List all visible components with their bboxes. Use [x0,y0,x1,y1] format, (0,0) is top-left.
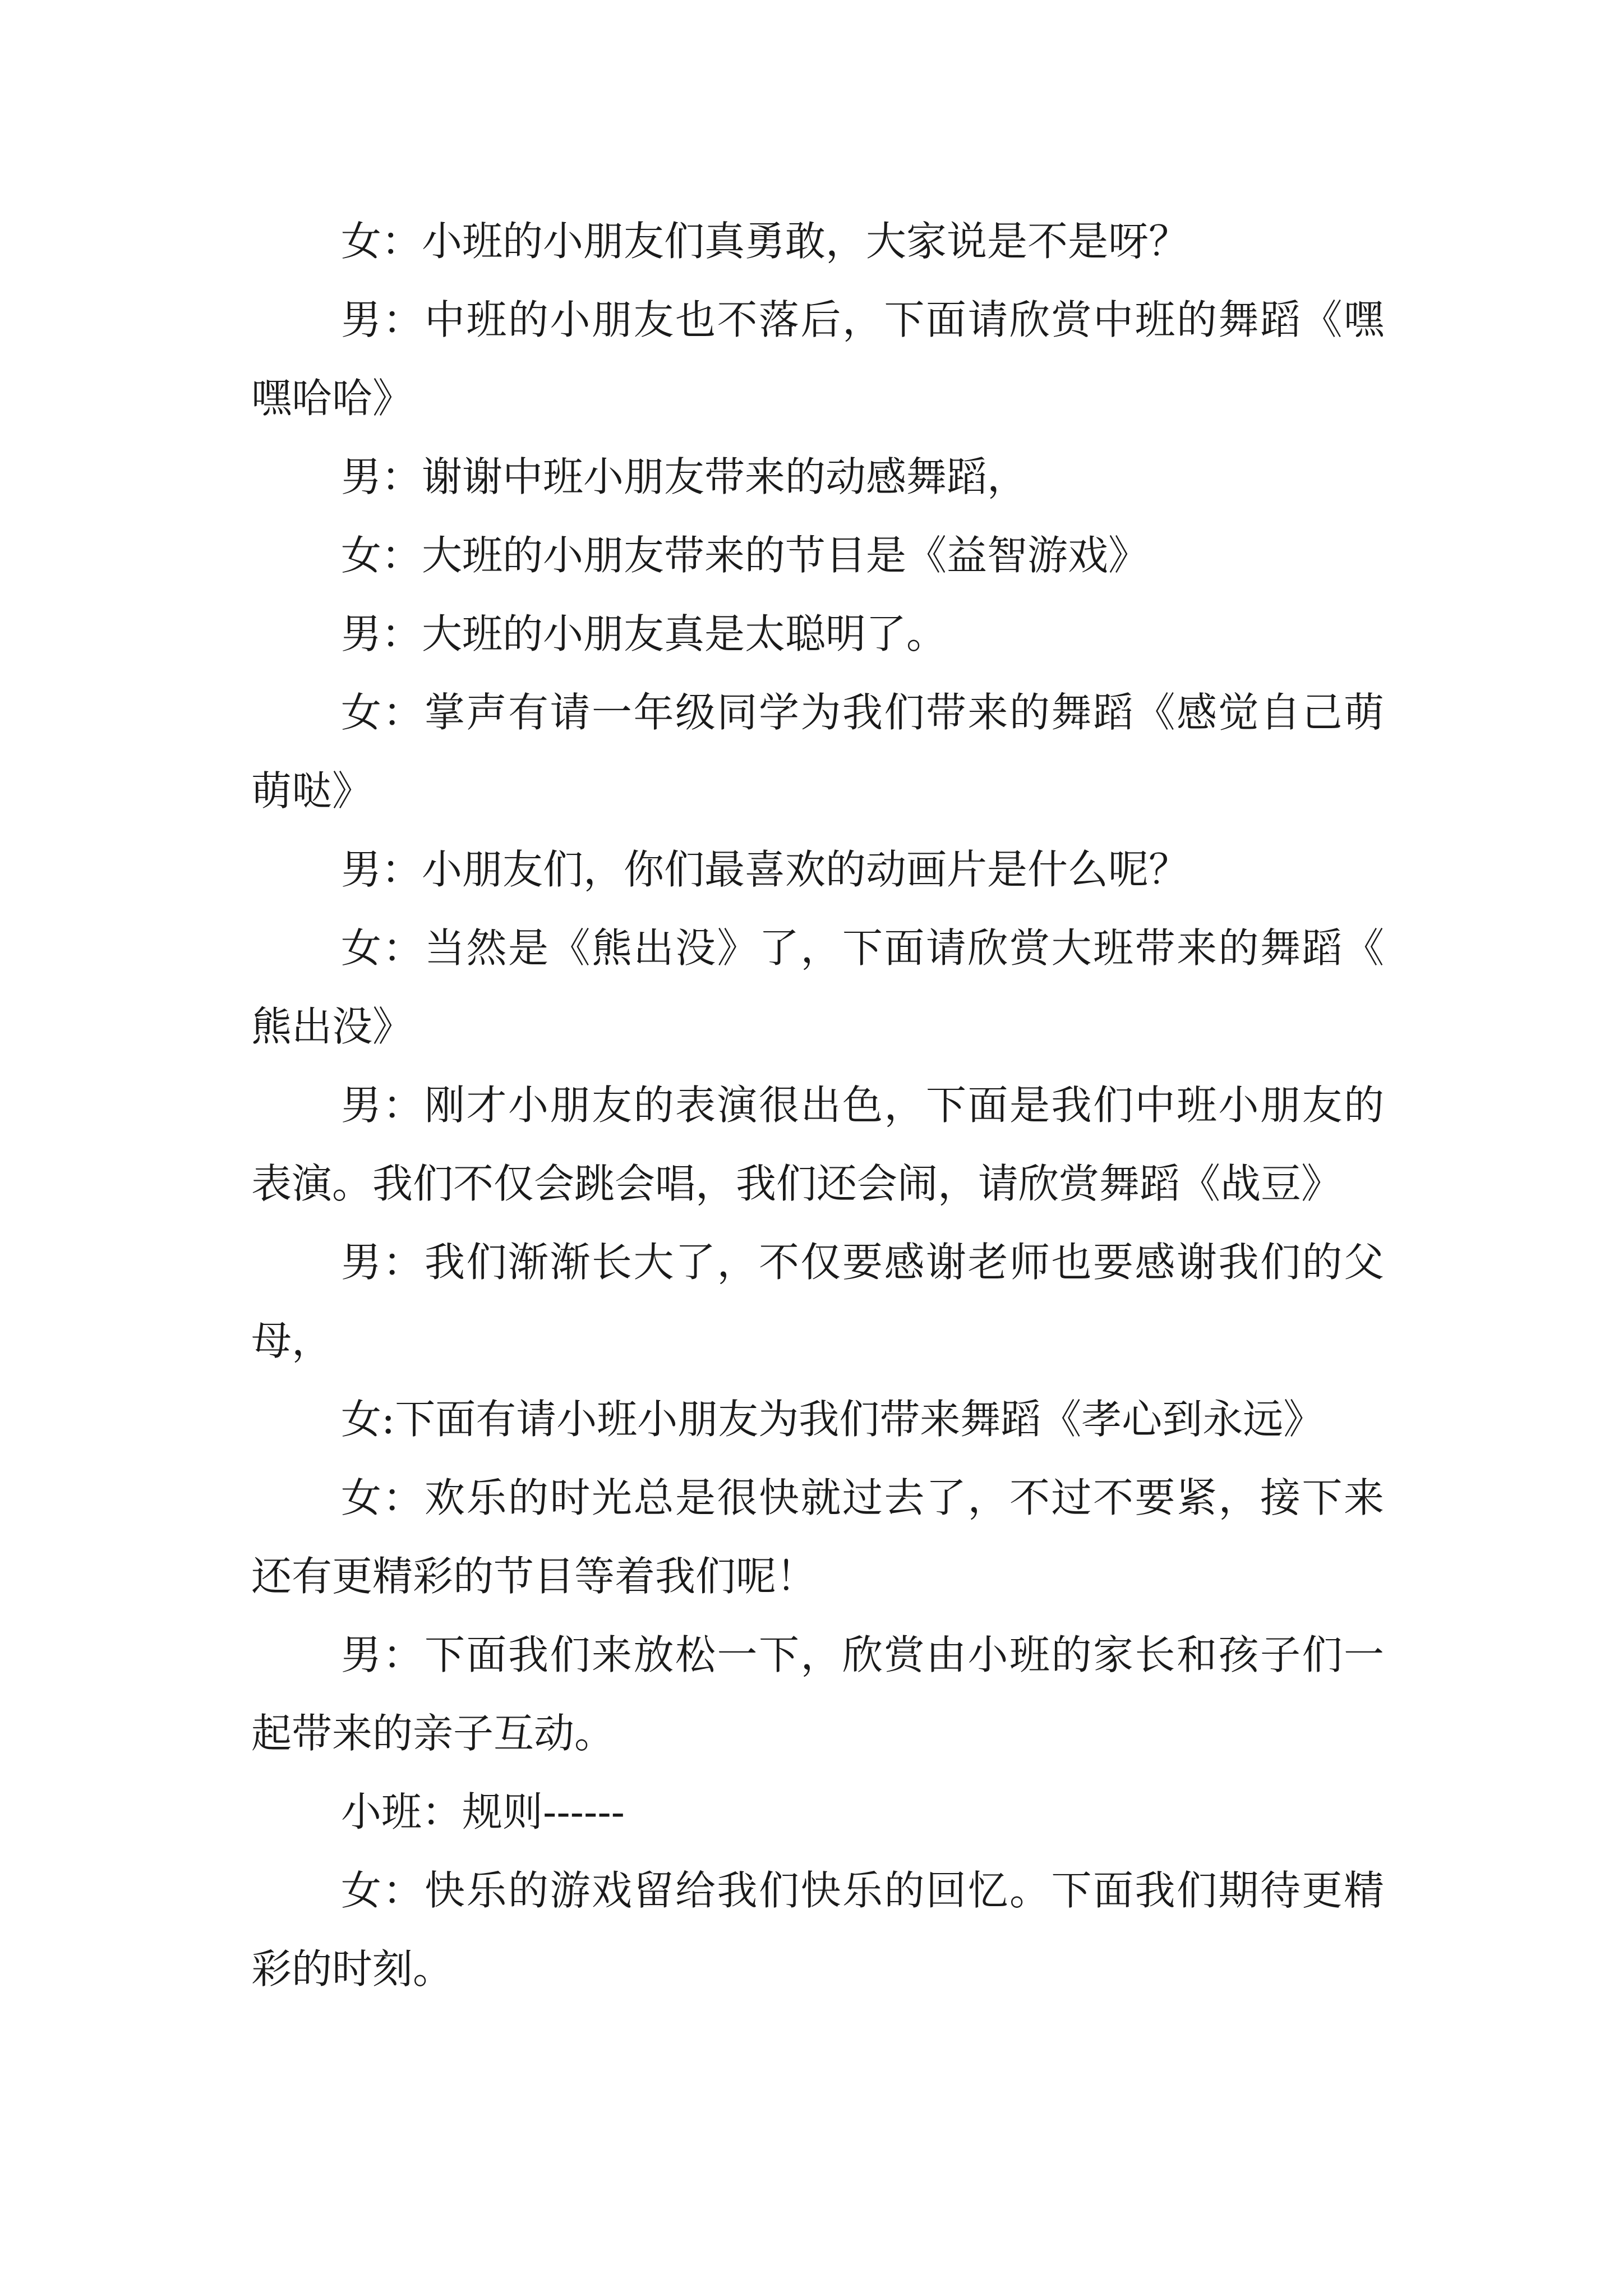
paragraph: 男：小朋友们，你们最喜欢的动画片是什么呢？ [341,846,1189,893]
paragraph: 男：大班的小朋友真是太聪明了。 [341,610,947,657]
paragraph: 男：下面我们来放松一下，欣赏由小班的家长和孩子们一起带来的亲子互动。 [251,1631,1384,1757]
paragraph: 女：快乐的游戏留给我们快乐的回忆。下面我们期待更精彩的时刻。 [251,1867,1384,1993]
paragraph: 小班：规则------ [341,1788,625,1835]
paragraph: 男：刚才小朋友的表演很出色，下面是我们中班小朋友的表演。我们不仅会跳会唱，我们还会闹，请欣赏舞蹈《战豆》 [251,1082,1384,1207]
paragraph: 男：我们渐渐长大了，不仅要感谢老师也要感谢我们的父母， [251,1239,1384,1364]
paragraph: 女：掌声有请一年级同学为我们带来的舞蹈《感觉自己萌萌哒》 [251,689,1384,815]
paragraph: 男：谢谢中班小朋友带来的动感舞蹈， [341,453,1028,500]
paragraph: 男：中班的小朋友也不落后，下面请欣赏中班的舞蹈《嘿嘿哈哈》 [251,296,1384,422]
paragraph: 女:下面有请小班小朋友为我们带来舞蹈《孝心到永远》 [341,1396,1324,1443]
paragraph: 女：大班的小朋友带来的节目是《益智游戏》 [341,532,1149,579]
paragraph: 女：小班的小朋友们真勇敢，大家说是不是呀？ [341,218,1189,265]
paragraph: 女：当然是《熊出没》了，下面请欣赏大班带来的舞蹈《熊出没》 [251,924,1384,1050]
paragraph: 女：欢乐的时光总是很快就过去了，不过不要紧，接下来还有更精彩的节目等着我们呢！ [251,1474,1384,1600]
document-body [251,202,1384,2008]
